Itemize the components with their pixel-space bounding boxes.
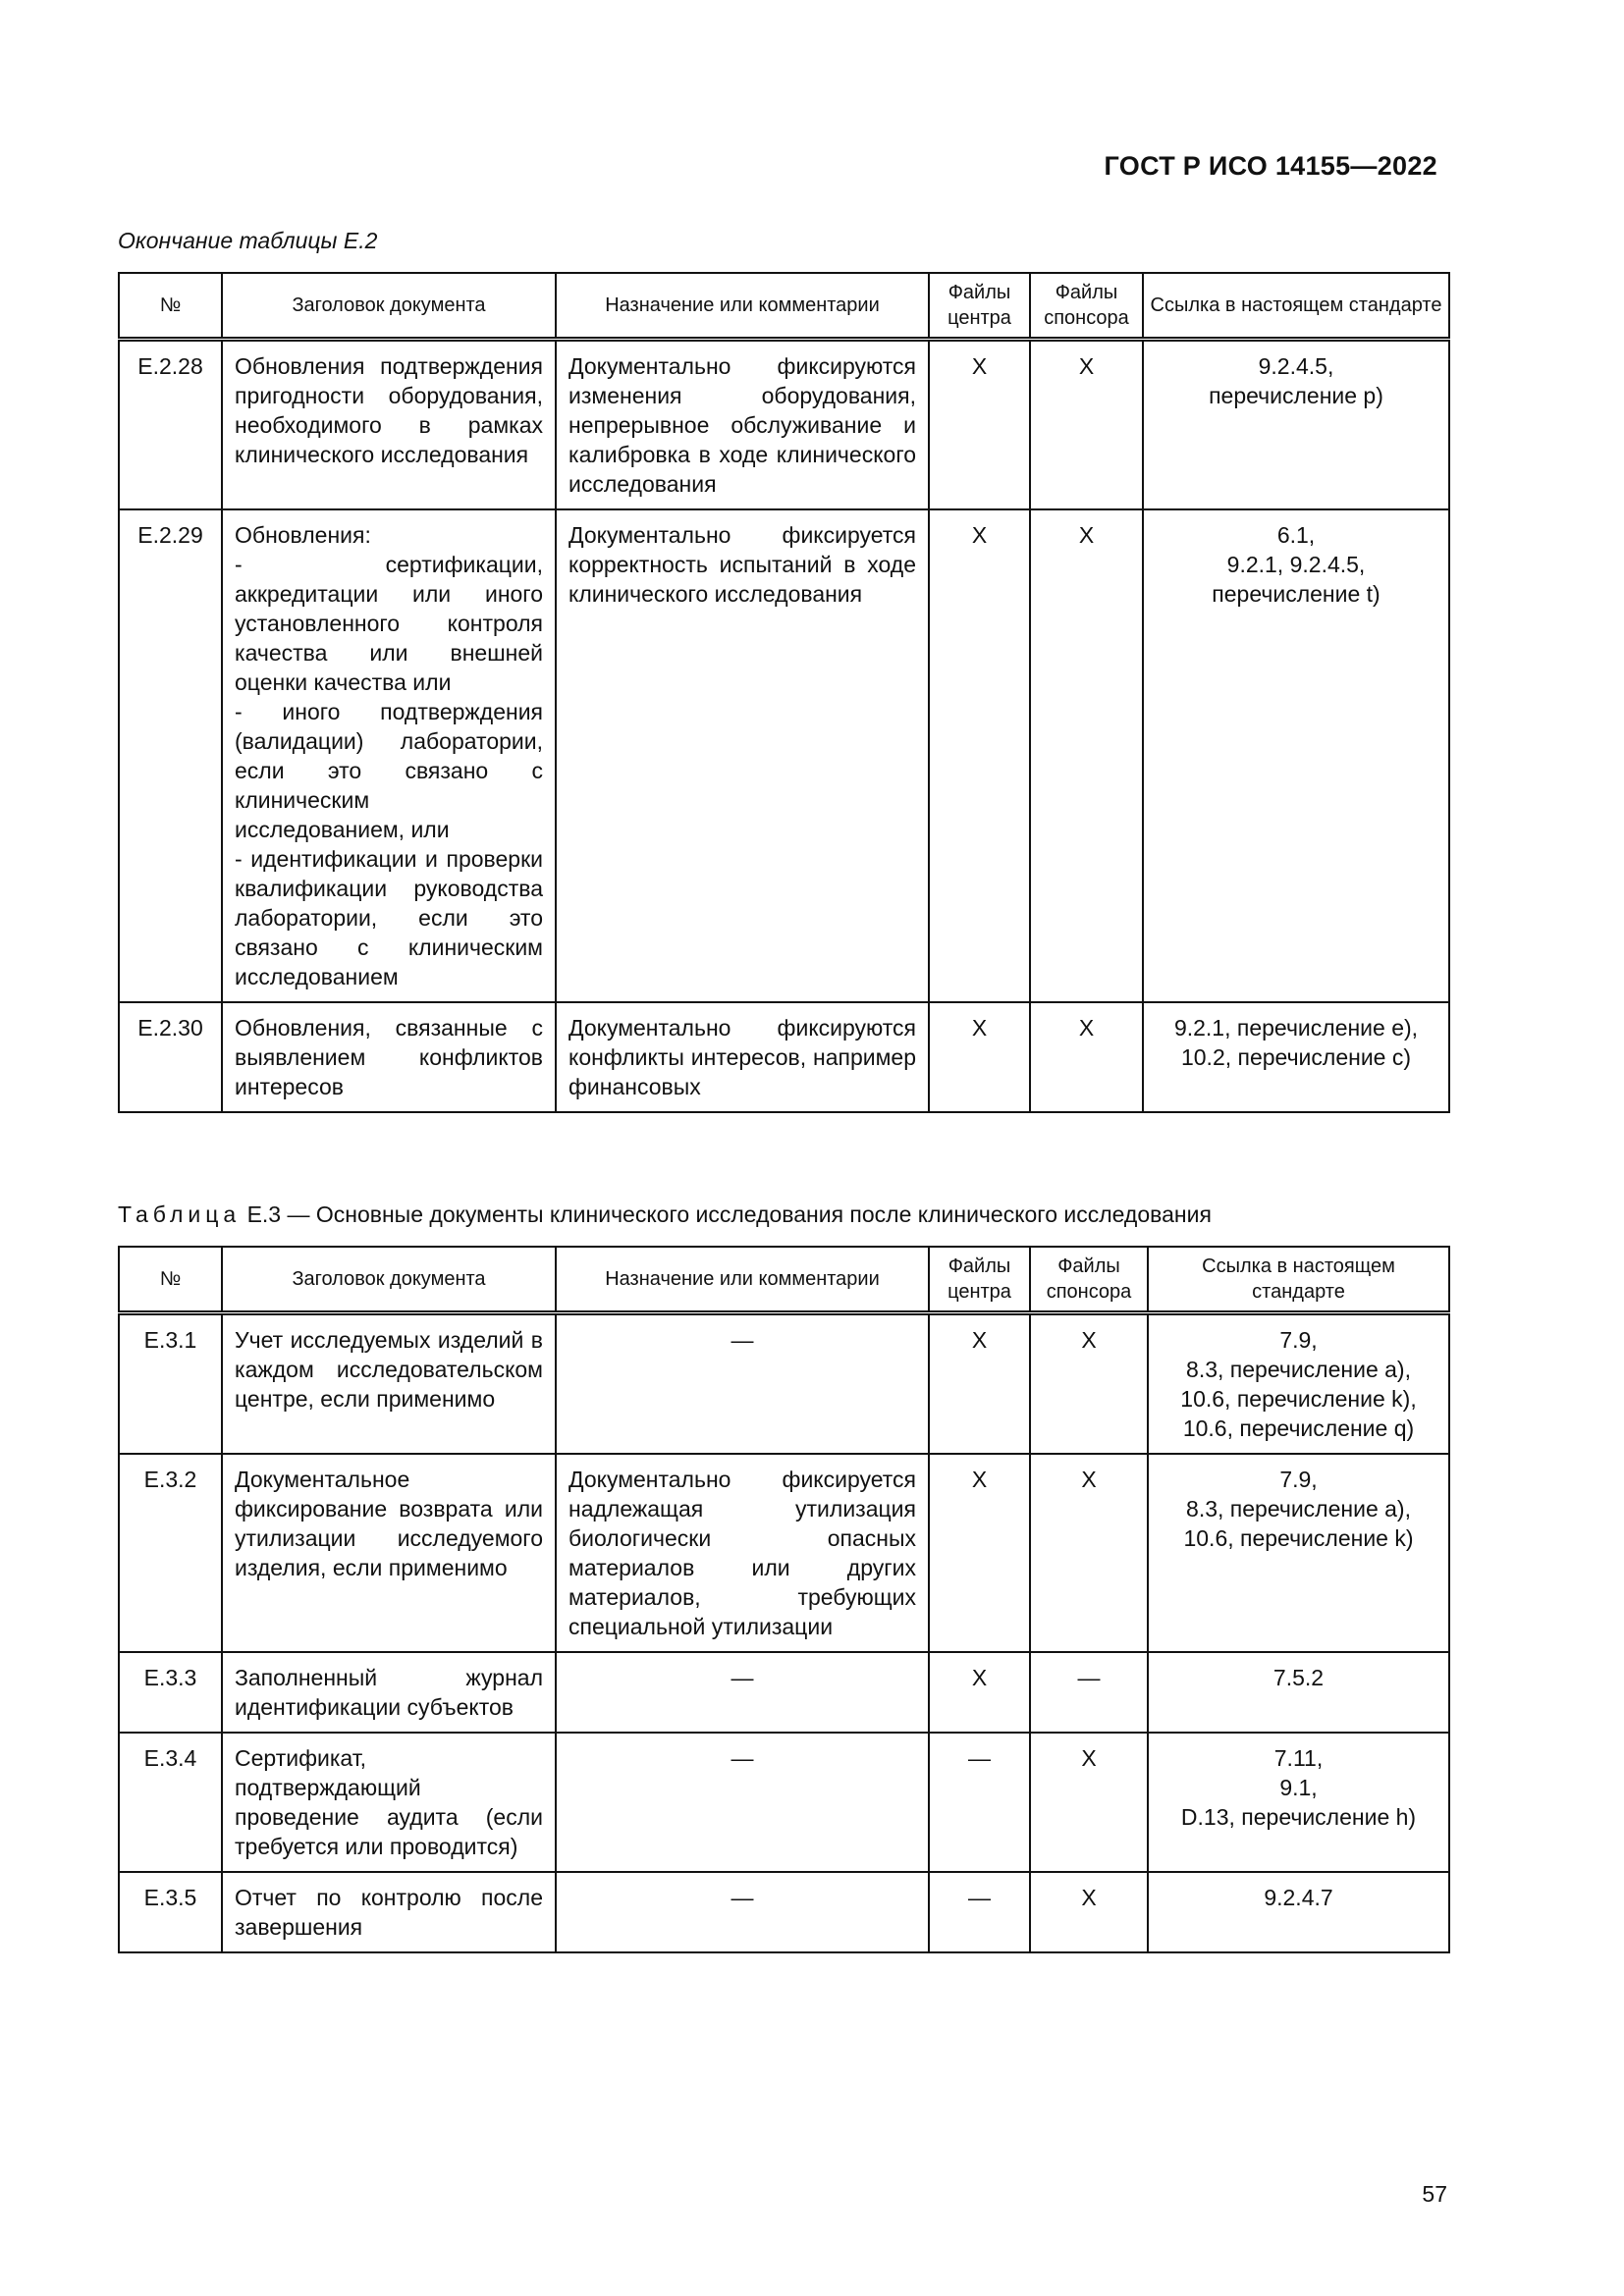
column-header-purpose: Назначение или комментарии (556, 1247, 929, 1313)
column-header-reference: Ссылка в настоящем стандарте (1143, 273, 1449, 340)
sponsor-files-mark: X (1030, 340, 1143, 510)
center-files-mark: X (929, 1652, 1030, 1733)
sponsor-files-mark: X (1030, 1872, 1148, 1952)
column-header-center-files: Файлы центра (929, 1247, 1030, 1313)
document-purpose: — (556, 1733, 929, 1872)
table-row (119, 340, 1449, 510)
center-files-mark: X (929, 1002, 1030, 1112)
table-e3-caption-text: Е.3 — Основные документы клинического исследования после клинического исследования (246, 1201, 1212, 1227)
table-row (119, 1872, 1449, 1952)
row-number: E.3.1 (119, 1313, 222, 1455)
row-number: E.2.29 (119, 509, 222, 1002)
table-e3 (118, 1246, 1450, 1953)
table-row (119, 509, 1449, 1002)
column-header-purpose: Назначение или комментарии (556, 273, 929, 340)
table-row (119, 1313, 1449, 1455)
column-header-sponsor-files: Файлы спонсора (1030, 273, 1143, 340)
standard-reference: 7.5.2 (1148, 1652, 1449, 1733)
center-files-mark: — (929, 1872, 1030, 1952)
row-number: E.2.28 (119, 340, 222, 510)
center-files-mark: X (929, 509, 1030, 1002)
table-row (119, 1652, 1449, 1733)
sponsor-files-mark: X (1030, 1733, 1148, 1872)
standard-reference: 7.11, 9.1, D.13, перечисление h) (1148, 1733, 1449, 1872)
sponsor-files-mark: X (1030, 509, 1143, 1002)
center-files-mark: X (929, 1313, 1030, 1455)
table-e2 (118, 272, 1450, 1113)
document-title: Документальное фиксирование возврата или утилизации исследуемого изделия, если применимо (222, 1454, 556, 1652)
table-header-row (119, 273, 1449, 340)
table-row (119, 1002, 1449, 1112)
page-number: 57 (1422, 2181, 1447, 2207)
standard-reference: 7.9, 8.3, перечисление а), 10.6, перечисление k), 10.6, перечисление q) (1148, 1313, 1449, 1455)
standard-reference: 9.2.4.5, перечисление р) (1143, 340, 1449, 510)
sponsor-files-mark: X (1030, 1002, 1143, 1112)
table-e2-caption: Окончание таблицы Е.2 (118, 228, 378, 253)
document-purpose: — (556, 1652, 929, 1733)
document-standard-header: ГОСТ Р ИСО 14155—2022 (1104, 151, 1437, 181)
document-title: Отчет по контролю после завершения (222, 1872, 556, 1952)
row-number: E.3.3 (119, 1652, 222, 1733)
table-row (119, 1454, 1449, 1652)
table-row (119, 1733, 1449, 1872)
table-e3-caption (118, 1201, 1212, 1228)
sponsor-files-mark: X (1030, 1454, 1148, 1652)
center-files-mark: X (929, 340, 1030, 510)
document-purpose: Документально фиксируются изменения оборудования, непрерывное обслуживание и калибровка в ходе клинического исследования (556, 340, 929, 510)
standard-reference: 9.2.4.7 (1148, 1872, 1449, 1952)
standard-reference: 6.1, 9.2.1, 9.2.4.5, перечисление t) (1143, 509, 1449, 1002)
column-header-title: Заголовок документа (222, 273, 556, 340)
sponsor-files-mark: X (1030, 1313, 1148, 1455)
center-files-mark: — (929, 1733, 1030, 1872)
column-header-title: Заголовок документа (222, 1247, 556, 1313)
document-title: Обновления, связанные с выявлением конфликтов интересов (222, 1002, 556, 1112)
column-header-number: № (119, 273, 222, 340)
column-header-number: № (119, 1247, 222, 1313)
center-files-mark: X (929, 1454, 1030, 1652)
document-title: Учет исследуемых изделий в каждом исследовательском центре, если применимо (222, 1313, 556, 1455)
document-purpose: Документально фиксируются конфликты интересов, например финансовых (556, 1002, 929, 1112)
standard-reference: 7.9, 8.3, перечисление а), 10.6, перечисление k) (1148, 1454, 1449, 1652)
table-header-row (119, 1247, 1449, 1313)
row-number: E.3.5 (119, 1872, 222, 1952)
column-header-sponsor-files: Файлы спонсора (1030, 1247, 1148, 1313)
document-title: Обновления подтверждения пригодности оборудования, необходимого в рамках клинического исследования (222, 340, 556, 510)
row-number: E.2.30 (119, 1002, 222, 1112)
document-purpose: Документально фиксируется надлежащая утилизация биологически опасных материалов или других материалов, требующих специальной утилизации (556, 1454, 929, 1652)
row-number: E.3.4 (119, 1733, 222, 1872)
standard-reference: 9.2.1, перечисление е), 10.2, перечисление с) (1143, 1002, 1449, 1112)
sponsor-files-mark: — (1030, 1652, 1148, 1733)
row-number: E.3.2 (119, 1454, 222, 1652)
document-title: Сертификат, подтверждающий проведение аудита (если требуется или проводится) (222, 1733, 556, 1872)
document-title: Заполненный журнал идентификации субъектов (222, 1652, 556, 1733)
document-purpose: Документально фиксируется корректность испытаний в ходе клинического исследования (556, 509, 929, 1002)
document-title: Обновления: - сертификации, аккредитации или иного установленного контроля качества или внешней оценки качества или - иного подтверждения (валидации) лаборатории, если это связано с клиническим исследованием, или - идентификации и проверки квалификации руководства лаборатории, если это связано с клиническим исследованием (222, 509, 556, 1002)
document-purpose: — (556, 1872, 929, 1952)
column-header-reference: Ссылка в настоящем стандарте (1148, 1247, 1449, 1313)
document-purpose: — (556, 1313, 929, 1455)
column-header-center-files: Файлы центра (929, 273, 1030, 340)
table-e3-caption-label: Таблица (118, 1201, 242, 1227)
